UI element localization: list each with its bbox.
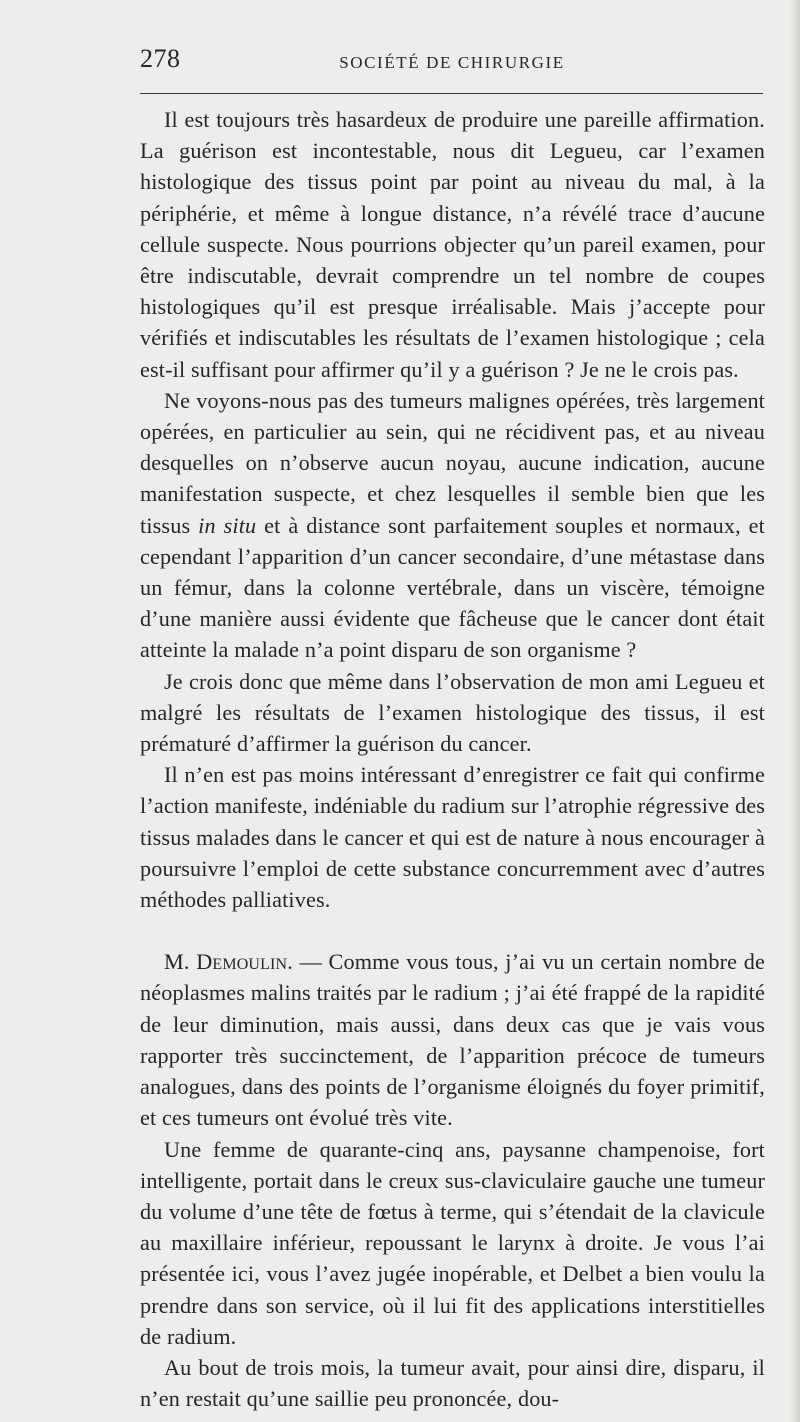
paragraph-text: Ne voyons-nous pas des tumeurs malignes opérées, très largement opérées, en particulier au sein, qui ne récidivent pas, et au niveau desquelles on n’observe aucun noyau, aucune indication, aucune manifestation suspecte, et chez lesquelles il semble bien que les tissus [140,387,765,538]
header-rule [140,93,763,94]
page-edge-shadow [790,0,800,1422]
paragraph: Au bout de trois mois, la tumeur avait, pour ainsi dire, disparu, il n’en restait qu’une saillie peu prononcée, dou- [140,1354,765,1412]
paragraph [140,385,765,666]
paragraph: Il est toujours très hasardeux de produire une pareille affirmation. La guérison est incontestable, nous dit Legueu, car l’examen histologique des tissus point par point au niveau du mal, à la périphérie, et même à longue distance, n’a révélé trace d’aucune cellule suspecte. Nous pourrions objecter qu’un pareil examen, pour être indiscutable, devrait comprendre un tel nombre de coupes histologiques qu’il est presque irréalisable. Mais j’accepte pour vérifiés et indiscutables les résultats de l’examen histologique ; cela est-il suffisant pour affirmer qu’il y a guérison ? Je ne le crois pas. [140,107,765,382]
page-body [140,104,765,1414]
running-title: SOCIÉTÉ DE CHIRURGIE [339,53,565,72]
paragraph: Il n’en est pas moins intéressant d’enregistrer ce fait qui confirme l’action manifeste, indéniable du radium sur l’atrophie régressive des tissus malades dans le cancer et qui est de nature à nous encourager à poursuivre l’emploi de cette substance concurremment avec d’autres méthodes palliatives. [140,762,765,913]
paragraph: Une femme de quarante-cinq ans, paysanne champenoise, fort intelligente, portait dans le creux sus-claviculaire gauche une tumeur du volume d’une tête de fœtus à terme, qui s’étendait de la clavicule au maxillaire inférieur, repoussant le larynx à droite. Je vous l’ai présentée ici, vous l’avez jugée inopérable, et Delbet a bien voulu la prendre dans son service, où il lui fit des applications interstitielles de radium. [140,1136,765,1349]
italic-term: in situ [198,512,257,538]
paragraph-text: et à distance sont parfaitement souples et normaux, et cependant l’apparition d’un cancer secondaire, d’une métastase dans un fémur, dans la colonne vertébrale, dans un viscère, témoigne d’une manière aussi évidente que fâcheuse que le cancer dont était atteinte la malade n’a point disparu de son organisme ? [140,512,765,663]
paragraph: Je crois donc que même dans l’observation de mon ami Legueu et malgré les résultats de l’examen histologique des tissus, il est prématuré d’affirmer la guérison du cancer. [140,668,765,757]
paragraph-text: — Comme vous tous, j’ai vu un certain nombre de néoplasmes malins traités par le radium ; j’ai été frappé de la rapidité de leur diminution, mais aussi, dans deux cas que je vais vous rapporter très succinctement, de l’apparition précoce de tumeurs analogues, dans des points de l’organisme éloignés du foyer primitif, et ces tumeurs ont évolué très vite. [140,949,765,1131]
page-number: 278 [140,44,181,73]
speaker-name: M. Demoulin. [164,949,293,975]
page-header [140,44,764,78]
paragraph [140,946,765,1133]
